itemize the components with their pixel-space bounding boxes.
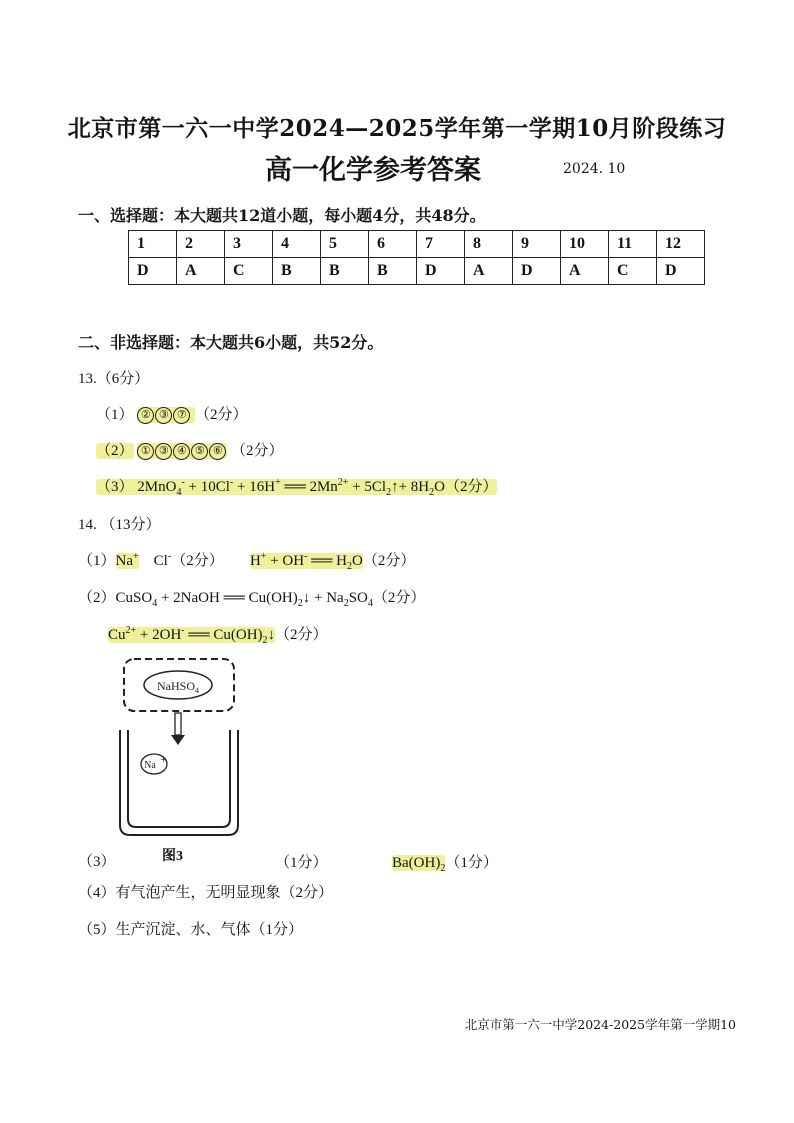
answer-baoh2: $Ba(OH)_2$ [392,855,446,874]
circled-number: ② [137,407,154,424]
part-number: （1） [78,553,116,569]
q14-label: 14. （13分） [78,517,161,533]
table-cell: D [657,258,705,285]
beaker-outer [120,730,238,835]
score: （1分） [445,855,498,871]
table-cell: 2 [177,231,225,258]
score: （2分） [171,553,224,569]
score: （2分） [362,553,416,569]
document-subtitle: 高一化学参考答案 [265,155,481,186]
score: （2分） [372,590,426,606]
q14-part3-number: （3） [78,854,116,870]
particle-label-nahso4: NaHSO$_4$ [157,679,199,695]
circled-number: ③ [155,443,172,460]
circled-number: ⑦ [173,407,190,424]
q14-part1 [78,549,415,572]
score: （2分） [275,627,328,643]
table-cell: 10 [561,231,609,258]
q13-part1 [96,403,248,424]
answer-table-number-row [129,231,705,258]
particle-charge: + [160,755,167,764]
beaker-inner [128,730,230,827]
q14-part2 [78,586,425,609]
table-cell: 5 [321,231,369,258]
part-number: （2） [96,443,134,459]
table-cell: A [465,258,513,285]
q14-part3-answer-b [392,851,498,874]
table-cell: A [177,258,225,285]
part-number: （2） [78,590,116,606]
table-cell: D [513,258,561,285]
equation: $Cu^{2+} + 2OH^-$ ══ $Cu(OH)_2↓$ [108,625,276,646]
score: （2分） [231,443,284,459]
table-cell: B [273,258,321,285]
table-cell: 7 [417,231,465,258]
part-number: （3） [96,479,134,495]
table-cell: 3 [225,231,273,258]
q13-part3 [96,475,497,498]
table-cell: C [609,258,657,285]
q13-label: 13.（6分） [78,371,150,387]
arrow-head [171,735,185,745]
page-footer: 北京市第一六一中学2024-2025学年第一学期10 [464,1017,736,1032]
circled-number: ⑥ [209,443,226,460]
document-date: 2024. 10 [563,161,626,177]
table-cell: 6 [369,231,417,258]
section1-heading: 一、选择题：本大题共12道小题，每小题4分，共48分。 [78,206,486,225]
q13-p3-line [96,477,498,498]
circled-number: ④ [173,443,190,460]
document-title: 北京市第一六一中学2024—2025学年第一学期10月阶段练习 [67,115,727,142]
table-cell: B [321,258,369,285]
table-cell: A [561,258,609,285]
circled-number: ① [137,443,154,460]
table-cell: B [369,258,417,285]
equation: CuSO$_4$ + 2NaOH ══ $Cu(OH)_2↓ + Na_2SO_4$ [115,590,373,609]
q14-part3-score-a: （1分） [275,855,328,871]
table-cell: 8 [465,231,513,258]
q14-part5: （5）生产沉淀、水、气体（1分） [78,922,304,938]
q13-p1-answer [137,407,195,423]
score: （2分） [195,407,248,423]
table-cell: D [129,258,177,285]
score: （2分） [444,479,498,495]
part-number: （1） [96,407,134,423]
table-cell: C [225,258,273,285]
answer-table [128,230,705,285]
section2-heading: 二、非选择题：本大题共6小题，共52分。 [78,333,384,352]
equation: H+ + OH- ══ $H_2O$ [249,551,363,572]
answer-table-answer-row [129,258,705,285]
figure-caption: 图3 [162,849,183,864]
ion-na: Na+ [115,551,139,569]
ion-cl: Cl- [153,551,172,569]
q13-p2-answer [137,443,227,459]
q13-part2 [96,439,284,460]
circled-number: ⑤ [191,443,208,460]
arrow-shaft [175,713,181,735]
table-cell: 4 [273,231,321,258]
table-cell: 12 [657,231,705,258]
table-cell: D [417,258,465,285]
table-cell: 9 [513,231,561,258]
table-cell: 11 [609,231,657,258]
table-cell: 1 [129,231,177,258]
circled-number: ③ [155,407,172,424]
q14-part4: （4）有气泡产生，无明显现象（2分） [78,885,334,901]
q14-part2-ionic [108,623,328,646]
figure-3-beaker [110,655,250,850]
particle-label-na: Na [144,760,156,771]
equation: 2MnO$_4$- + 10Cl- + 16H+ ══ $2Mn^{2+}$ + $5Cl_2↑+ 8H_2O$ [137,477,445,498]
